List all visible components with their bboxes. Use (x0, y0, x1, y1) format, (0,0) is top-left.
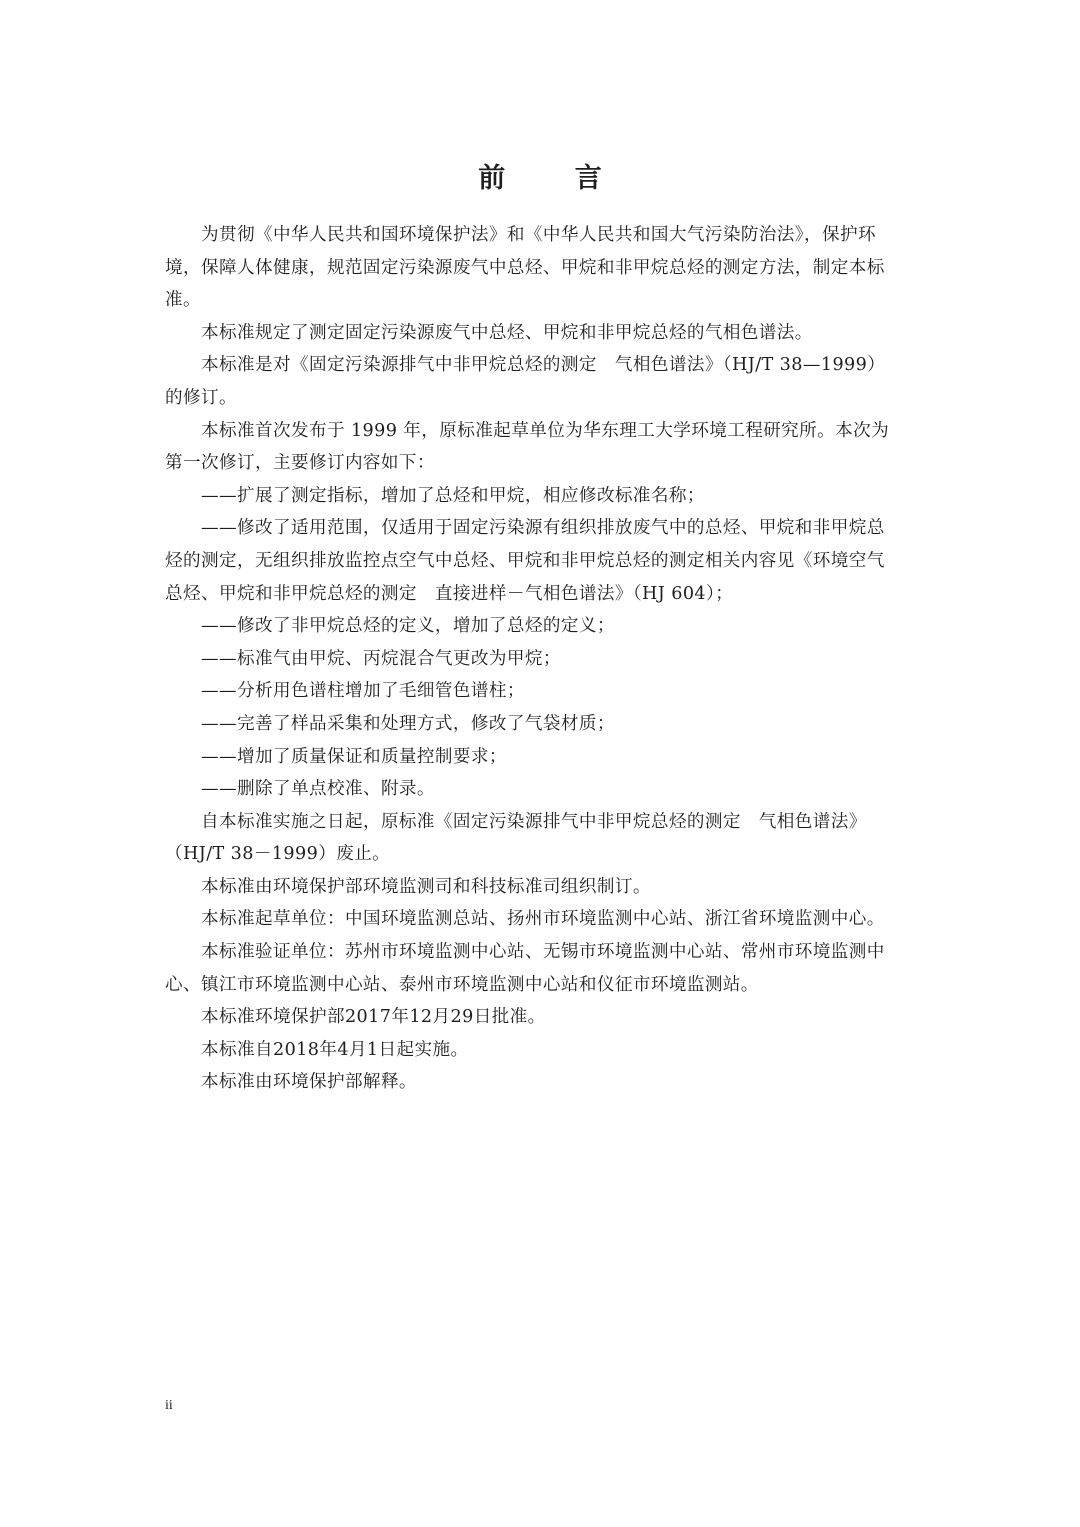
text-line: 的修订。 (165, 387, 237, 408)
revision-item: ——修改了非甲烷总烃的定义，增加了总烃的定义； (201, 616, 615, 637)
text-line: 为贯彻《中华人民共和国环境保护法》和《中华人民共和国大气污染防治法》，保护环 (201, 225, 876, 245)
preface-body (165, 219, 917, 1099)
text-line: 本标准起草单位：中国环境监测总站、扬州市环境监测中心站、浙江省环境监测中心。 (201, 909, 885, 930)
text-line: 准。 (165, 290, 201, 311)
revision-item: ——增加了质量保证和质量控制要求； (201, 746, 507, 767)
revision-item: ——扩展了测定指标，增加了总烃和甲烷，相应修改标准名称； (201, 485, 705, 506)
text-line: 心、镇江市环境监测中心站、泰州市环境监测中心站和仪征市环境监测站。 (165, 974, 759, 995)
text-line: 本标准由环境保护部环境监测司和科技标准司组织制订。 (201, 876, 651, 897)
revision-item: ——标准气由甲烷、丙烷混合气更改为甲烷； (201, 648, 561, 669)
text-line: 本标准环境保护部2017年12月29日批准。 (201, 1007, 546, 1028)
page-title: 前 言 (478, 163, 632, 194)
revision-item: ——删除了单点校准、附录。 (201, 779, 435, 800)
text-line: 本标准规定了测定固定污染源废气中总烃、甲烷和非甲烷总烃的气相色谱法。 (201, 322, 813, 343)
revision-item-continued: 总烃、甲烷和非甲烷总烃的测定 直接进样－气相色谱法》（HJ 604）； (165, 583, 734, 604)
text-line: （HJ/T 38－1999）废止。 (165, 844, 391, 865)
text-line: 本标准由环境保护部解释。 (201, 1072, 417, 1093)
revision-item: ——修改了适用范围，仅适用于固定污染源有组织排放废气中的总烃、甲烷和非甲烷总 (201, 518, 885, 539)
revision-item: ——完善了样品采集和处理方式，修改了气袋材质； (201, 713, 615, 734)
page-number: ii (165, 1398, 173, 1413)
revision-item: ——分析用色谱柱增加了毛细管色谱柱； (201, 681, 525, 702)
text-line: 本标准首次发布于 1999 年，原标准起草单位为华东理工大学环境工程研究所。本次为 (201, 420, 890, 441)
text-line: 第一次修订，主要修订内容如下： (165, 453, 435, 474)
revision-item-continued: 烃的测定，无组织排放监控点空气中总烃、甲烷和非甲烷总烃的测定相关内容见《环境空气 (165, 550, 885, 571)
text-line: 境，保障人体健康，规范固定污染源废气中总烃、甲烷和非甲烷总烃的测定方法，制定本标 (165, 257, 885, 278)
text-line: 本标准验证单位：苏州市环境监测中心站、无锡市环境监测中心站、常州市环境监测中 (201, 942, 885, 963)
text-line: 本标准是对《固定污染源排气中非甲烷总烃的测定 气相色谱法》（HJ/T 38—1999） (201, 355, 886, 376)
text-line: 本标准自2018年4月1日起实施。 (201, 1039, 469, 1060)
text-line: 自本标准实施之日起，原标准《固定污染源排气中非甲烷总烃的测定 气相色谱法》 (201, 811, 867, 832)
